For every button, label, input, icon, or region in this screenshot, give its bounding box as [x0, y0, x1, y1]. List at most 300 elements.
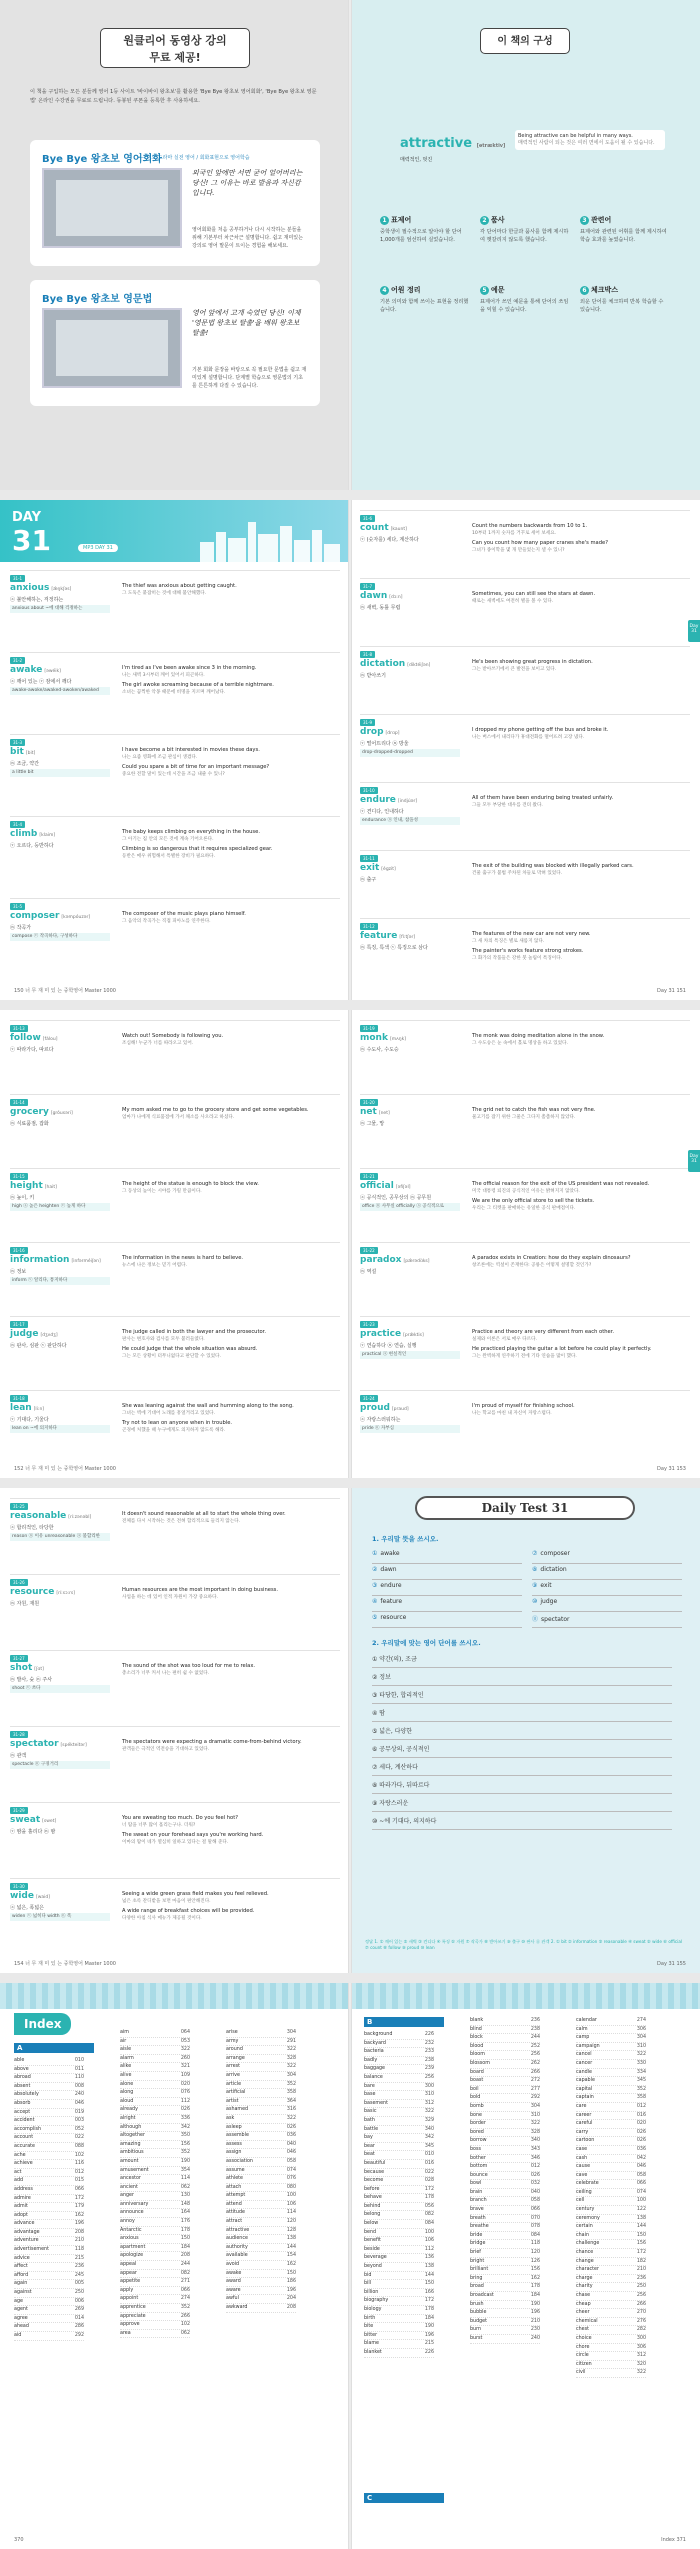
example-sentences	[122, 1511, 337, 1528]
meaning: ⓝ 받아쓰기	[360, 673, 386, 679]
index-page: 102	[180, 2322, 190, 2328]
index-word: approve	[120, 2322, 140, 2328]
headword-text: resource	[10, 1587, 55, 1597]
test-item	[372, 1550, 522, 1564]
index-page: 340	[424, 2126, 434, 2132]
entry-number-tag: 31-9	[360, 719, 375, 726]
index-word: alone	[120, 2081, 134, 2087]
index-page: 345	[424, 2143, 434, 2149]
headword	[10, 1891, 50, 1901]
index-page: 190	[530, 2301, 540, 2307]
index-title: Index	[14, 2013, 71, 2035]
index-row	[14, 2083, 84, 2092]
headword	[10, 1815, 56, 1825]
index-word: appetite	[120, 2279, 141, 2285]
index-row	[120, 2321, 190, 2330]
index-page: 062	[180, 2330, 190, 2336]
index-page: 036	[286, 2133, 296, 2139]
example-en: She was leaning against the wall and humming along to the song.	[122, 1403, 294, 1409]
index-page: 046	[636, 2164, 646, 2170]
index-word: ask	[226, 2115, 235, 2121]
index-word: broad	[470, 2284, 484, 2290]
structure-item: 2 품사 각 단어마다 한글과 품사를 함께 제시하여 헷갈리지 않도록 했습니다.	[480, 216, 569, 243]
page-370	[0, 1983, 350, 2549]
test-item: ⑧ 따라가다, 뒤따르다	[372, 1780, 672, 1794]
index-word: admit	[14, 2204, 28, 2210]
page-154	[0, 1488, 350, 1973]
index-row	[226, 2227, 296, 2236]
lecture-card-conversation	[30, 140, 320, 266]
index-row	[120, 2261, 190, 2270]
index-word: arrive	[226, 2072, 240, 2078]
headword	[10, 583, 71, 593]
headword	[360, 727, 399, 737]
index-page: 358	[636, 2095, 646, 2101]
headword	[360, 931, 415, 941]
index-page: 066	[74, 2186, 84, 2192]
index-page: 102	[74, 2152, 84, 2158]
index-row	[470, 2060, 540, 2069]
index-row	[226, 2261, 296, 2270]
headword	[360, 1033, 406, 1043]
index-page: 156	[180, 2141, 190, 2147]
example-kr: 관객들은 극적인 역전승을 기대하고 있었다.	[122, 1747, 210, 1752]
index-page: 066	[180, 2287, 190, 2293]
index-row	[226, 2218, 296, 2227]
index-word: attract	[226, 2219, 243, 2225]
index-page: 053	[180, 2038, 190, 2044]
index-row	[120, 2081, 190, 2090]
index-row	[120, 2201, 190, 2210]
pronunciation: [indjúər]	[397, 799, 418, 804]
headword	[360, 523, 407, 533]
index-row	[120, 2106, 190, 2115]
index-row	[470, 2043, 540, 2052]
test-item: ② 정보	[372, 1672, 672, 1686]
index-row	[470, 2180, 540, 2189]
index-page: 232	[424, 2040, 434, 2046]
index-word: blossom	[470, 2060, 490, 2066]
index-word: before	[364, 2186, 380, 2192]
pronunciation: [mʌŋk]	[389, 1037, 406, 1042]
index-row	[226, 2287, 296, 2296]
index-page: 008	[74, 2083, 84, 2089]
example-kr: 엄마가 나에게 식료품점에 가서 채소를 사오라고 하셨다.	[122, 1115, 235, 1120]
index-page: 274	[636, 2018, 646, 2023]
index-word: bath	[364, 2117, 375, 2123]
index-row	[364, 2254, 434, 2263]
pronunciation: [əwéik]	[44, 669, 61, 674]
index-word: against	[14, 2290, 32, 2296]
index-page: 014	[74, 2315, 84, 2321]
meaning: ⓝ 수도사, 수도승	[360, 1047, 399, 1053]
index-word: birth	[364, 2315, 376, 2321]
example-en: The features of the new car are not very new.	[472, 931, 591, 937]
index-row	[14, 2074, 84, 2083]
index-page: 062	[180, 2184, 190, 2190]
entry-number-tag: 31-12	[360, 923, 378, 930]
index-page: 340	[530, 2138, 540, 2144]
pronunciation: [ǽŋkʃəs]	[51, 587, 72, 592]
related-words: high ⓐ 높은 heighten ⓥ 높게 하다	[10, 1203, 110, 1211]
index-row	[470, 2275, 540, 2284]
example-kr: 다양한 아침 식사 메뉴가 제공될 것이다.	[122, 1916, 202, 1921]
test-item	[372, 1566, 522, 1580]
index-page: 080	[286, 2184, 296, 2190]
headword	[360, 659, 430, 669]
headword	[10, 1181, 57, 1191]
index-word: absolutely	[14, 2092, 39, 2098]
index-page: 164	[180, 2210, 190, 2216]
example-kr: 나는 버스에서 내리다가 휴대전화를 떨어뜨려 고장 냈다.	[472, 735, 585, 740]
index-page: 088	[74, 2143, 84, 2149]
headword-text: follow	[10, 1033, 41, 1043]
headword-text: shot	[10, 1663, 33, 1673]
index-row	[14, 2289, 84, 2298]
example-kr: 사업을 하는 데 있어 인적 자원이 가장 중요하다.	[122, 1595, 218, 1600]
index-word: anger	[120, 2193, 134, 2199]
headword-text: judge	[10, 1329, 39, 1339]
index-word: bid	[364, 2272, 372, 2278]
headword-text: climb	[10, 829, 38, 839]
example-en: The sound of the shot was too loud for me to relax.	[122, 1663, 256, 1669]
related-words: drop-dropped-dropped	[360, 749, 460, 757]
word-entry	[10, 1168, 340, 1242]
headword	[360, 591, 402, 601]
test-item: ⑤ 넓은, 다양한	[372, 1726, 672, 1740]
example-en: Could you spare a bit of time for an important message?	[122, 764, 270, 770]
index-page: 310	[530, 2112, 540, 2118]
index-page: 056	[424, 2203, 434, 2209]
index-row	[576, 2172, 646, 2181]
related-words: a little bit	[10, 769, 110, 777]
index-page: 136	[424, 2255, 434, 2261]
index-row	[14, 2306, 84, 2315]
index-row	[226, 2029, 296, 2038]
page-footer: 370	[14, 2537, 24, 2543]
index-row	[470, 2163, 540, 2172]
index-word: block	[470, 2035, 483, 2041]
index-row	[226, 2149, 296, 2158]
index-page: 012	[74, 2169, 84, 2175]
index-row	[120, 2089, 190, 2098]
example-sentences	[472, 863, 687, 880]
index-row	[120, 2029, 190, 2038]
item-word: feature	[380, 1598, 403, 1605]
letter-b-bar: B	[364, 2017, 444, 2027]
index-row	[226, 2106, 296, 2115]
index-page: 316	[286, 2107, 296, 2113]
example-sentences	[472, 523, 687, 557]
index-row	[576, 2223, 646, 2232]
page-intro-left	[0, 0, 350, 490]
example-kr: 그 도둑은 붙잡히는 것에 대해 불안해했다.	[122, 591, 207, 596]
example-en: Seeing a wide green grass field makes you feel relieved.	[122, 1891, 269, 1897]
index-page: 256	[530, 2052, 540, 2058]
index-word: asleep	[226, 2124, 242, 2130]
index-page: 329	[424, 2117, 434, 2123]
index-word: character	[576, 2267, 599, 2273]
index-row	[14, 2143, 84, 2152]
index-word: absent	[14, 2083, 31, 2089]
example-sentences	[122, 1181, 337, 1198]
index-word: army	[226, 2038, 239, 2044]
index-page: 256	[424, 2074, 434, 2080]
headword-text: awake	[10, 665, 43, 675]
index-word: beverage	[364, 2255, 387, 2261]
index-row	[364, 2065, 434, 2074]
index-page: 016	[636, 2112, 646, 2118]
index-page: 026	[636, 2129, 646, 2135]
entry-number-tag: 31-6	[360, 515, 375, 522]
example-sentences	[122, 1815, 337, 1849]
index-word: area	[120, 2330, 131, 2336]
index-page: 196	[424, 2332, 434, 2338]
index-page: 354	[180, 2167, 190, 2173]
index-row	[576, 2060, 646, 2069]
index-row	[14, 2160, 84, 2169]
index-page: 118	[74, 2247, 84, 2253]
example-sentences	[472, 727, 687, 744]
index-page: 208	[74, 2229, 84, 2235]
meaning: ⓐ 불안해하는, 걱정하는	[10, 597, 64, 603]
index-page: 112	[180, 2098, 190, 2104]
index-word: bomb	[470, 2103, 484, 2109]
index-row	[576, 2361, 646, 2370]
index-row	[364, 2048, 434, 2057]
index-word: account	[14, 2135, 34, 2141]
index-header-pattern	[350, 1983, 700, 2009]
index-word: arrest	[226, 2064, 241, 2070]
index-row	[364, 2040, 434, 2049]
index-page: 058	[636, 2172, 646, 2178]
index-row	[226, 2252, 296, 2261]
example-sentences	[122, 1663, 337, 1680]
entry-number-tag: 31-5	[10, 903, 25, 910]
example-sentences	[122, 1329, 337, 1363]
index-word: carry	[576, 2129, 589, 2135]
index-page: 266	[636, 2301, 646, 2307]
index-row	[364, 2246, 434, 2255]
index-row	[470, 2120, 540, 2129]
related-words: reason ⓝ 이유 unreasonable ⓐ 불합리한	[10, 1533, 110, 1541]
intro-paragraph: 이 책을 구입하는 모든 분들께 영어 1등 사이트 '바이바이 왕초보'를 활용한 'Bye Bye 왕초보 영어회화', 'Bye Bye 왕초보 영문법' 온라인 수강권을 무료로 드립니다. 동봉된 쿠폰을 등록한 후 사용하세요.	[30, 89, 317, 104]
pronunciation: [waid]	[35, 1895, 51, 1900]
headword-text: paradox	[360, 1255, 402, 1265]
index-row	[226, 2184, 296, 2193]
index-word: appreciate	[120, 2313, 146, 2319]
test-item: ⑥ 공무상의, 공식적인	[372, 1744, 672, 1758]
example-en: Count the numbers backwards from 10 to 1.	[472, 523, 588, 529]
index-word: aware	[226, 2287, 241, 2293]
entry-number-tag: 31-15	[10, 1173, 28, 1180]
test-item: ① 약간(의), 조금	[372, 1654, 672, 1668]
index-column	[14, 2057, 84, 2341]
index-row	[576, 2180, 646, 2189]
free-lecture-title	[100, 28, 250, 68]
index-page: 244	[530, 2035, 540, 2041]
index-row	[14, 2177, 84, 2186]
headword-text: wide	[10, 1891, 34, 1901]
example-en: A paradox exists in Creation: how do they explain dinosaurs?	[472, 1255, 631, 1261]
index-word: ceremony	[576, 2215, 600, 2221]
city-skyline-illustration	[200, 518, 340, 562]
meaning: ⓐ 깨어 있는 ⓥ 잠에서 깨다	[10, 679, 72, 685]
index-row	[364, 2186, 434, 2195]
test-item	[532, 1582, 682, 1596]
example-sentences	[122, 1107, 337, 1124]
index-row	[576, 2283, 646, 2292]
index-row	[120, 2252, 190, 2261]
example-kr: 곤경에 처했을 때 누구에게도 의지하지 않도록 해라.	[122, 1428, 226, 1433]
index-page: 040	[530, 2189, 540, 2195]
index-word: board	[470, 2069, 484, 2075]
index-row	[470, 2215, 540, 2224]
index-page: 172	[424, 2298, 434, 2304]
example-en: The sweat on your forehead says you're working hard.	[122, 1832, 264, 1838]
index-word: burn	[470, 2327, 482, 2333]
index-row	[14, 2237, 84, 2246]
index-row	[14, 2195, 84, 2204]
index-row	[120, 2295, 190, 2304]
index-page: 184	[530, 2293, 540, 2298]
index-page: 078	[530, 2224, 540, 2230]
pronunciation: [net]	[378, 1111, 390, 1116]
index-word: calendar	[576, 2018, 597, 2023]
entry-number-tag: 31-30	[10, 1883, 28, 1890]
index-word: attractive	[226, 2227, 250, 2233]
index-word: attempt	[226, 2193, 246, 2199]
index-row	[14, 2100, 84, 2109]
related-words: compose ⓥ 작곡하다, 구성하다	[10, 933, 110, 941]
page-daily-test	[350, 1488, 700, 1973]
example-sentence: Being attractive can be helpful in many ways. 매력적인 사람이 되는 것은 여러 면에서 도움이 될 수 있습니다.	[515, 130, 665, 150]
index-row	[14, 2117, 84, 2126]
index-row	[364, 2143, 434, 2152]
index-page: 026	[530, 2172, 540, 2178]
index-word: behave	[364, 2195, 382, 2201]
example-kr: 때로는 새벽에도 여전히 별을 볼 수 있다.	[472, 599, 554, 604]
index-row	[226, 2201, 296, 2210]
index-page: 058	[286, 2158, 296, 2164]
index-page: 064	[180, 2030, 190, 2035]
question-1-list	[372, 1550, 682, 1630]
pronunciation: [bit]	[25, 751, 36, 756]
index-word: blame	[364, 2341, 379, 2347]
index-word: article	[226, 2081, 242, 2087]
page-150	[0, 500, 350, 1000]
example-en: Try not to lean on anyone when in trouble.	[122, 1420, 233, 1426]
entry-number-tag: 31-1	[10, 575, 25, 582]
example-en: It doesn't sound reasonable at all to start the whole thing over.	[122, 1511, 286, 1517]
meaning: ⓥ 따라가다, 따르다	[10, 1047, 54, 1053]
index-row	[364, 2289, 434, 2298]
index-word: baggage	[364, 2066, 386, 2072]
index-page: 178	[424, 2307, 434, 2312]
index-row	[576, 2258, 646, 2267]
index-word: backyard	[364, 2040, 386, 2046]
index-word: appear	[120, 2270, 137, 2276]
index-page: 352	[180, 2150, 190, 2156]
word-entry	[360, 782, 690, 850]
index-row	[364, 2057, 434, 2066]
index-row	[470, 2034, 540, 2043]
example-en: The height of the statue is enough to block the view.	[122, 1181, 259, 1187]
index-word: although	[120, 2124, 142, 2130]
index-word: achieve	[14, 2161, 33, 2167]
index-page: 230	[530, 2327, 540, 2333]
meaning: ⓝ 특징, 특색 ⓥ 특징으로 삼다	[360, 945, 428, 951]
index-page: 138	[424, 2264, 434, 2270]
index-word: address	[14, 2186, 33, 2192]
example-en: The exit of the building was blocked with illegally parked cars.	[472, 863, 634, 869]
index-word: choice	[576, 2335, 592, 2341]
index-word: audience	[226, 2236, 248, 2242]
index-page: 269	[74, 2307, 84, 2313]
index-word: boast	[470, 2078, 484, 2084]
index-row	[576, 2240, 646, 2249]
index-word: amazing	[120, 2141, 141, 2147]
example-en: A wide range of breakfast choices will be provided.	[122, 1908, 255, 1914]
headword-text: exit	[360, 863, 380, 873]
index-page: 210	[530, 2318, 540, 2324]
index-word: apologize	[120, 2253, 144, 2259]
index-word: annoy	[120, 2219, 135, 2225]
page-footer: 150 너 무 재 미 있 는 중학영어 Master 1000	[14, 988, 116, 994]
entry-number-tag: 31-27	[10, 1655, 28, 1662]
index-page: 074	[636, 2189, 646, 2195]
example-kr: 그 동상의 높이는 시야를 가릴 만큼이다.	[122, 1189, 202, 1194]
headword-text: composer	[10, 911, 60, 921]
index-word: balance	[364, 2074, 383, 2080]
headword	[10, 911, 90, 921]
item-number: ①	[372, 1550, 378, 1557]
index-page: 322	[286, 2047, 296, 2053]
headword-text: endure	[360, 795, 396, 805]
word-entry	[10, 1574, 340, 1650]
index-row	[576, 2352, 646, 2361]
meaning: ⓝ 판사, 심판 ⓥ 판단하다	[10, 1343, 67, 1349]
index-word: cave	[576, 2172, 588, 2178]
index-row	[576, 2043, 646, 2052]
index-page: 040	[286, 2141, 296, 2147]
index-page: 240	[74, 2092, 84, 2098]
index-word: cash	[576, 2155, 588, 2161]
index-row	[576, 2103, 646, 2112]
index-word: cheer	[576, 2310, 590, 2316]
example-kr: 전체를 다시 시작하는 것은 전혀 합리적으로 들리지 않는다.	[122, 1519, 241, 1524]
headword	[10, 1329, 58, 1339]
example-kr: 건물 출구가 불법 주차된 차들로 막혀 있었다.	[472, 871, 563, 876]
meaning: ⓥ 연습하다 ⓝ 연습, 실행	[360, 1343, 417, 1349]
index-row	[226, 2089, 296, 2098]
word-entry	[10, 652, 340, 734]
index-page: 084	[530, 2232, 540, 2238]
index-word: bowl	[470, 2181, 482, 2187]
index-word: arrange	[226, 2055, 245, 2061]
related-words: practical ⓐ 현실적인	[360, 1351, 460, 1359]
index-row	[364, 2091, 434, 2100]
index-row	[14, 2272, 84, 2281]
index-word: association	[226, 2158, 253, 2164]
index-word: cheap	[576, 2301, 591, 2307]
index-word: burst	[470, 2335, 483, 2341]
related-words: anxious about ~에 대해 걱정하는	[10, 605, 110, 613]
index-page: 328	[286, 2055, 296, 2061]
headword-text: information	[10, 1255, 70, 1265]
index-word: artificial	[226, 2090, 246, 2096]
index-page: 252	[530, 2043, 540, 2049]
